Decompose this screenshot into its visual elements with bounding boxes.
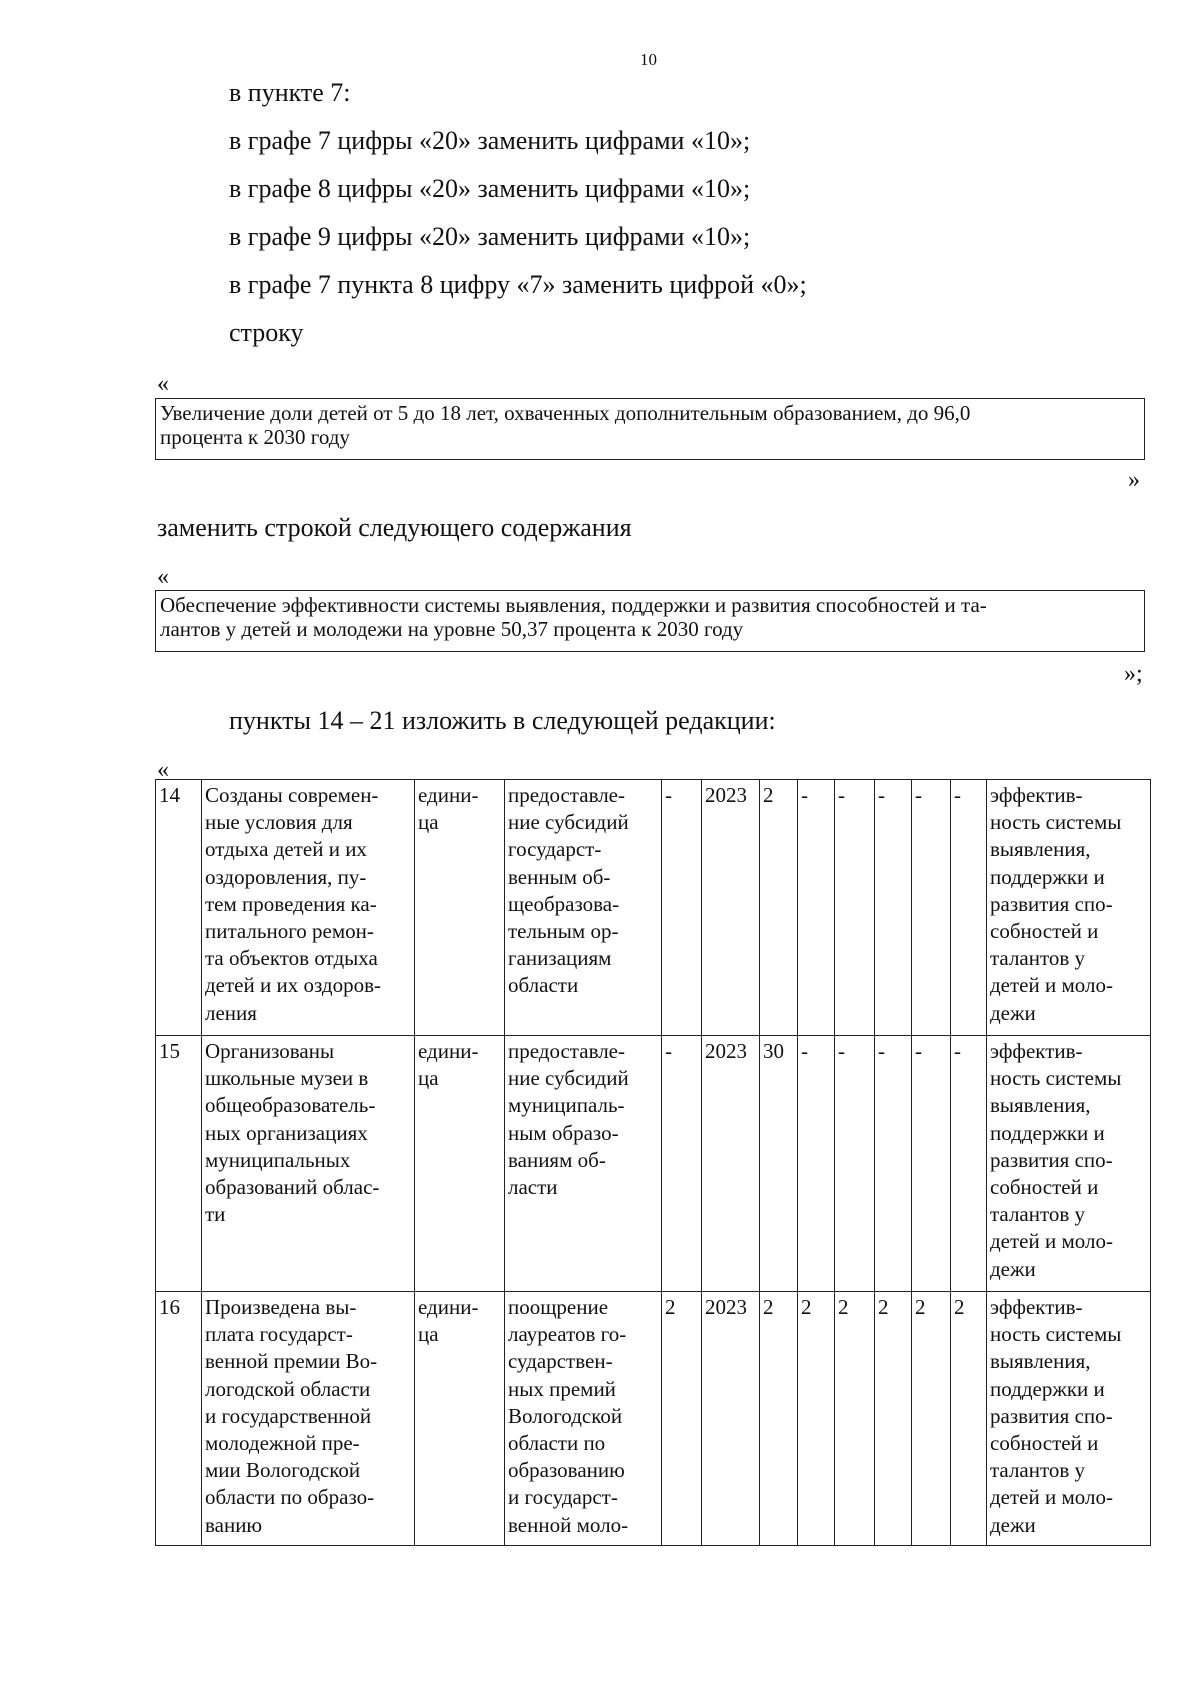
row-value: -	[951, 1036, 987, 1292]
row-name: Организованы школьные музеи в общеобразователь- ных организациях муниципальных образований облас- ти	[202, 1036, 415, 1292]
row-value: -	[798, 1036, 835, 1292]
row-mechanism: предоставле- ние субсидий муниципаль- ным образо- ваниям об- ласти	[505, 1036, 662, 1292]
row-year: 2023	[702, 1036, 760, 1292]
row-unit: едини- ца	[415, 1292, 505, 1546]
open-quote: «	[157, 371, 169, 397]
row-value: -	[875, 1036, 912, 1292]
row-base-value: -	[662, 780, 702, 1036]
row-year: 2023	[702, 780, 760, 1036]
row-result: эффектив- ность системы выявления, поддержки и развития спо- собностей и талантов у детей и моло- дежи	[987, 1292, 1151, 1546]
page-number: 10	[640, 50, 657, 69]
instruction-line: в графе 7 пункта 8 цифру «7» заменить цифрой «0»;	[229, 270, 807, 299]
row-value: 2	[760, 780, 798, 1036]
old-row-box: Увеличение доли детей от 5 до 18 лет, охваченных дополнительным образованием, до 96,0 процента к 2030 году	[155, 398, 1145, 460]
row-year: 2023	[702, 1292, 760, 1546]
close-quote: »;	[1124, 661, 1143, 687]
row-unit: едини- ца	[415, 780, 505, 1036]
replace-text: заменить строкой следующего содержания	[157, 513, 632, 542]
row-value: 2	[875, 1292, 912, 1546]
open-quote: «	[157, 564, 169, 590]
row-number: 14	[156, 780, 202, 1036]
row-value: 2	[760, 1292, 798, 1546]
row-base-value: -	[662, 1036, 702, 1292]
row-value: 30	[760, 1036, 798, 1292]
row-value: 2	[835, 1292, 875, 1546]
table-row	[156, 780, 1151, 1036]
row-result: эффектив- ность системы выявления, поддержки и развития спо- собностей и талантов у детей и моло- дежи	[987, 1036, 1151, 1292]
points-text: пункты 14 – 21 изложить в следующей редакции:	[229, 706, 776, 735]
row-number: 15	[156, 1036, 202, 1292]
new-row-box: Обеспечение эффективности системы выявления, поддержки и развития способностей и та- лантов у детей и молодежи на уровне 50,37 процента к 2030 году	[155, 590, 1145, 652]
row-value: -	[951, 780, 987, 1036]
open-quote: «	[157, 757, 169, 783]
point-heading: в пункте 7:	[229, 78, 351, 107]
instruction-line: в графе 9 цифры «20» заменить цифрами «10»;	[229, 222, 751, 251]
row-value: -	[912, 1036, 951, 1292]
row-mechanism: поощрение лауреатов го- сударствен- ных премий Вологодской области по образованию и государст- венной моло-	[505, 1292, 662, 1546]
row-number: 16	[156, 1292, 202, 1546]
row-value: -	[835, 780, 875, 1036]
instruction-line: в графе 7 цифры «20» заменить цифрами «10»;	[229, 126, 751, 155]
row-value: -	[875, 780, 912, 1036]
table-row	[156, 1036, 1151, 1292]
row-mechanism: предоставле- ние субсидий государст- венным об- щеобразова- тельным ор- ганизациям области	[505, 780, 662, 1036]
row-word: строку	[229, 318, 304, 347]
row-value: -	[835, 1036, 875, 1292]
row-value: 2	[912, 1292, 951, 1546]
row-value: 2	[798, 1292, 835, 1546]
points-table	[155, 779, 1151, 1546]
row-value: -	[912, 780, 951, 1036]
row-value: 2	[951, 1292, 987, 1546]
row-unit: едини- ца	[415, 1036, 505, 1292]
row-value: -	[798, 780, 835, 1036]
close-quote: »	[1128, 467, 1140, 493]
table-row	[156, 1292, 1151, 1546]
row-base-value: 2	[662, 1292, 702, 1546]
row-name: Произведена вы- плата государст- венной премии Во- логодской области и государственной молодежной пре- мии Вологодской области по образо- ванию	[202, 1292, 415, 1546]
row-name: Созданы современ- ные условия для отдыха детей и их оздоровления, пу- тем проведения ка- питального ремон- та объектов отдыха детей и их оздоров- ления	[202, 780, 415, 1036]
instruction-line: в графе 8 цифры «20» заменить цифрами «10»;	[229, 174, 751, 203]
row-result: эффектив- ность системы выявления, поддержки и развития спо- собностей и талантов у детей и моло- дежи	[987, 780, 1151, 1036]
